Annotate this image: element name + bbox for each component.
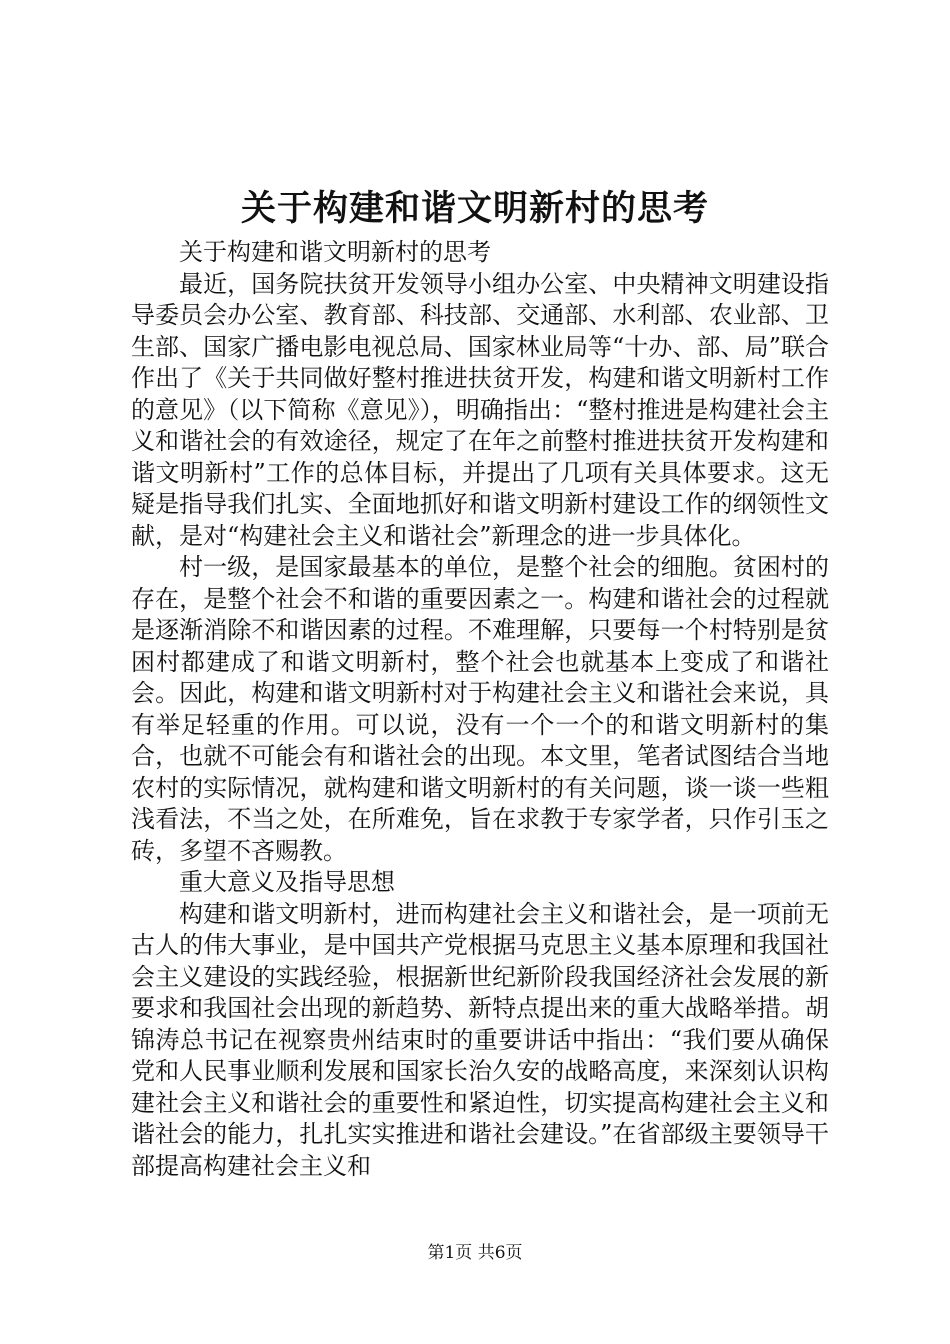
section-heading-significance: 重大意义及指导思想 bbox=[179, 868, 395, 896]
document-title: 关于构建和谐文明新村的思考 bbox=[240, 188, 709, 229]
paragraph-village-level: 村一级，是国家最基本的单位，是整个社会的细胞。贫困村的存在，是整个社会不和谐的重要因素之一。构建和谐社会的过程就是逐渐消除不和谐因素的过程。不难理解，只要每一个村特别是贫困村都建成了和谐文明新村，整个社会也就基本上变成了和谐社会。因此，构建和谐文明新村对于构建社会主义和谐社会来说，具有举足轻重的作用。可以说，没有一个一个的和谐文明新村的集合，也就不可能会有和谐社会的出现。本文里，笔者试图结合当地农村的实际情况，就构建和谐文明新村的有关问题，谈一谈一些粗浅看法，不当之处，在所难免，旨在求教于专家学者，只作引玉之砖，多望不吝赐教。 bbox=[131, 553, 829, 865]
paragraph-subtitle: 关于构建和谐文明新村的思考 bbox=[179, 238, 491, 266]
document-body bbox=[131, 237, 829, 1182]
paragraph-intro: 最近，国务院扶贫开发领导小组办公室、中央精神文明建设指导委员会办公室、教育部、科技部、交通部、水利部、农业部、卫生部、国家广播电影电视总局、国家林业局等“十办、部、局”联合作出了《关于共同做好整村推进扶贫开发，构建和谐文明新村工作的意见》（以下简称《意见》），明确指出：“整村推进是构建社会主义和谐社会的有效途径，规定了在年之前整村推进扶贫开发构建和谐文明新村”工作的总体目标，并提出了几项有关具体要求。这无疑是指导我们扎实、全面地抓好和谐文明新村建设工作的纲领性文献，是对“构建社会主义和谐社会”新理念的进一步具体化。 bbox=[131, 269, 829, 550]
paragraph-significance: 构建和谐文明新村，进而构建社会主义和谐社会，是一项前无古人的伟大事业，是中国共产党根据马克思主义基本原理和我国社会主义建设的实践经验，根据新世纪新阶段我国经济社会发展的新要求和我国社会出现的新趋势、新特点提出来的重大战略举措。胡锦涛总书记在视察贵州结束时的重要讲话中指出：“我们要从确保党和人民事业顺利发展和国家长治久安的战略高度，来深刻认识构建社会主义和谐社会的重要性和紧迫性，切实提高构建社会主义和谐社会的能力，扎扎实实推进和谐社会建设。”在省部级主要领导干部提高构建社会主义和 bbox=[131, 899, 829, 1180]
page-number-footer: 第1页 共6页 bbox=[427, 1243, 523, 1263]
